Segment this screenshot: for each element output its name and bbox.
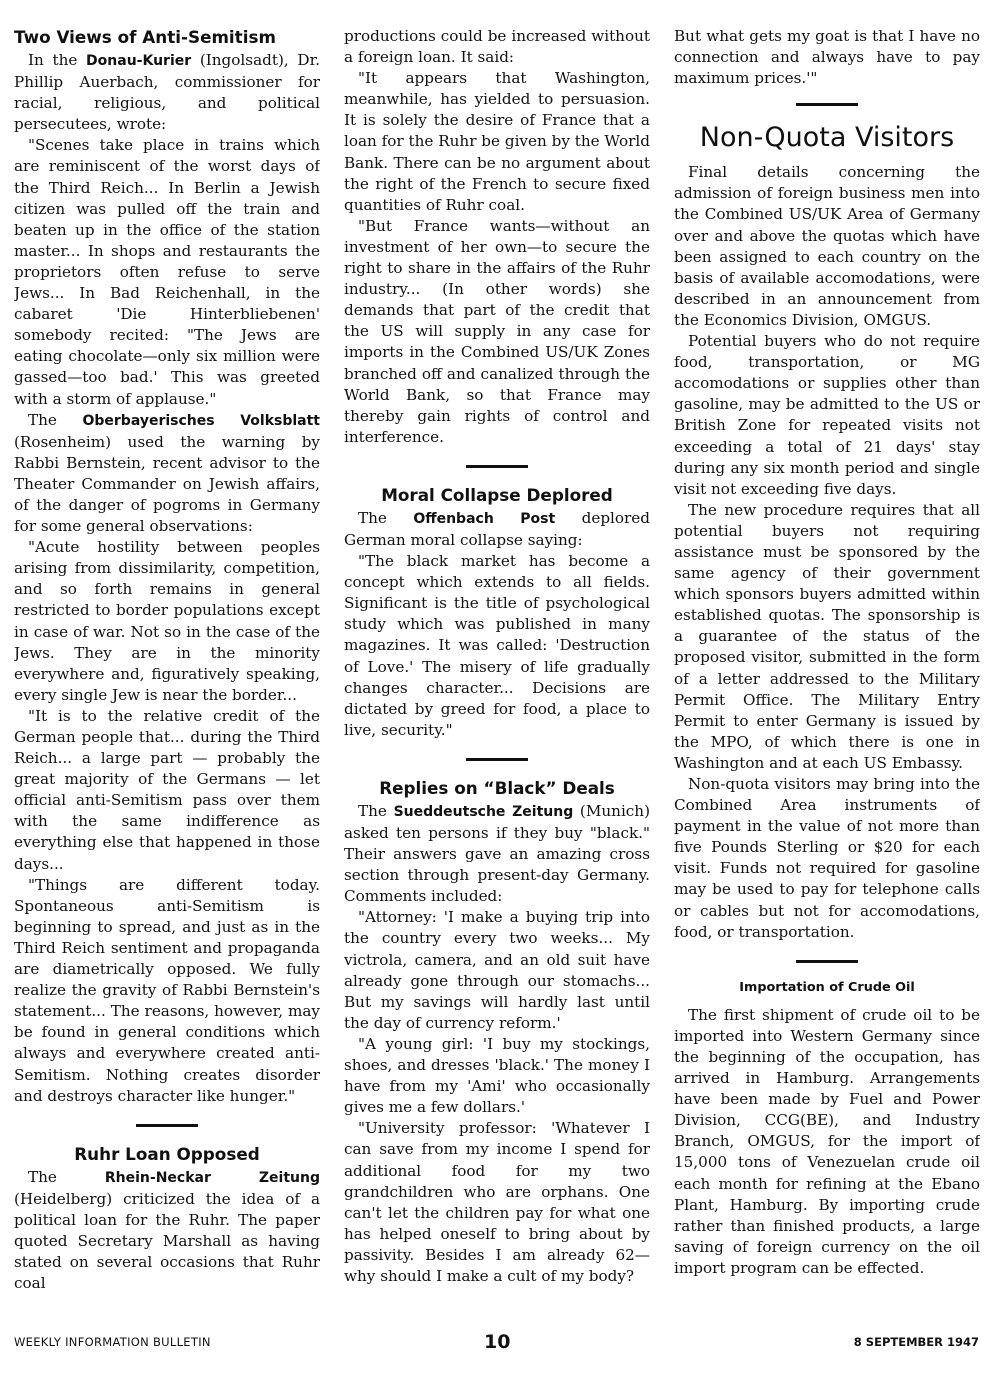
- text: (Heidelberg) criticized the idea of a political loan for the Ruhr. The paper quoted Secretary Marshall as having stated on several occasions that Ruhr coal: [14, 1189, 320, 1293]
- newspaper-name: Donau-Kurier: [86, 53, 192, 69]
- issue-date: 8 SEPTEMBER 1947: [853, 1335, 979, 1349]
- column-1: [14, 26, 320, 1316]
- text: In the: [28, 51, 87, 69]
- article-heading-ruhr-loan: Ruhr Loan Opposed: [74, 1143, 260, 1164]
- section-divider: [796, 103, 858, 106]
- publication-name: WEEKLY INFORMATION BULLETIN: [14, 1335, 211, 1349]
- newspaper-name: Rhein-Neckar Zeitung: [104, 1169, 320, 1186]
- paragraph: Non-quota visitors may bring into the Combined Area instruments of payment in the value of not more than five Pounds Sterling or $20 for each visit. Funds not required for gasoline may be used to pay for telephone calls or cables but not for accomodations, food, or transportation.: [674, 775, 980, 941]
- text: The: [358, 508, 414, 527]
- text: (Munich) asked ten persons if they buy "black." Their answers gave an amazing cross section through present-day Germany. Comments included:: [344, 801, 650, 906]
- quote-paragraph: "Acute hostility between peoples arising from dissimilarity, competition, and so forth remains in general restricted to border populations except in case of war. Not so in the case of the Jews. They are in the minority everywhere and, figuratively speaking, every single Jew is near the border...: [14, 538, 320, 704]
- paragraph: Final details concerning the admission of foreign business men into the Combined US/UK Area of Germany over and above the quotas which have been assigned to each country on the basis of available accomodations, were described in an announcement from the Economics Division, OMGUS.: [674, 163, 980, 329]
- article-heading-moral-collapse: Moral Collapse Deplored: [381, 484, 613, 505]
- page-number: 10: [484, 1331, 511, 1353]
- text: The: [28, 410, 83, 429]
- newspaper-name: Sueddeutsche Zeitung: [393, 803, 574, 820]
- newspaper-name: Oberbayerisches Volksblatt: [82, 412, 320, 429]
- text: deplored German moral collapse saying:: [344, 508, 650, 549]
- quote-paragraph: "Things are different today. Spontaneous anti-Semitism is beginning to spread, and just as in the Third Reich sentiment and propaganda are diametrically opposed. We fully realize the gravity of Rabbi Bernstein's statement... The reasons, however, may be found in general conditions which always and everywhere created anti-Semitism. Nothing creates disorder and destroys character like hunger.": [14, 875, 320, 1105]
- paragraph: [14, 1167, 320, 1295]
- article-subheading-crude-oil: Importation of Crude Oil: [739, 979, 915, 995]
- text: The: [358, 801, 394, 820]
- article-heading-non-quota-visitors: Non-Quota Visitors: [699, 122, 955, 154]
- text: (Ingolsadt), Dr. Phillip Auerbach, commissioner for racial, religious, and political persecutees, wrote:: [14, 51, 320, 134]
- quote-paragraph: "The black market has become a concept which extends to all fields. Significant is the title of psychological study which was published in many magazines. It was called: 'Destruction of Love.' The misery of life gradually changes character... Decisions are dictated by greed for food, a place to live, security.": [344, 552, 650, 739]
- text: The: [28, 1167, 105, 1186]
- section-divider: [466, 465, 528, 468]
- paragraph: Potential buyers who do not require food, transportation, or MG accomodations or supplies other than gasoline, may be admitted to the US or British Zone for repeated visits not exceeding a total of 21 days' stay during any six month period and single visit not exceeding five days.: [674, 332, 980, 498]
- column-3: [674, 26, 980, 1316]
- quote-paragraph: "Scenes take place in trains which are reminiscent of the worst days of the Third Reich... In Berlin a Jewish citizen was pulled off the train and beaten up in the office of the station master... In shops and restaurants the proprietors often refuse to serve Jews... In Bad Reichenhall, in the cabaret 'Die Hinterbliebenen' somebody recited: "The Jews are eating chocolate—only six million were gassed—too bad.' This was greeted with a storm of applause.": [14, 136, 320, 408]
- section-divider: [136, 1124, 198, 1127]
- paragraph: [14, 50, 320, 135]
- quote-paragraph: "A young girl: 'I buy my stockings, shoes, and dresses 'black.' The money I have from my 'Ami' who occasionally gives me a few dollars.': [344, 1034, 650, 1117]
- article-heading-black-deals: Replies on “Black” Deals: [379, 777, 615, 798]
- paragraph: The new procedure requires that all potential buyers not requiring assistance must be sponsored by the same agency of their government which sponsors buyers admitted within established quotas. The sponsorship is a guarantee of the status of the proposed visitor, submitted in the form of a letter addressed to the Military Permit Office. The Military Entry Permit to enter Germany is issued by the MPO, of which there is one in Washington and at each US Embassy.: [674, 500, 980, 772]
- paragraph: [344, 508, 650, 551]
- article-heading-anti-semitism: Two Views of Anti-Semitism: [14, 27, 276, 47]
- paragraph: The first shipment of crude oil to be imported into Western Germany since the beginning of the occupation, has arrived in Hamburg. Arrangements have been made by Fuel and Power Division, CCG(BE), and Industry Branch, OMGUS, for the import of 15,000 tons of Venezuelan crude oil each month for refining at the Ebano Plant, Hamburg. By importing crude rather than finished products, a large saving of foreign currency on the oil import program can be effected.: [674, 1005, 980, 1277]
- paragraph: But what gets my goat is that I have no connection and always have to pay maximum prices.'": [674, 27, 980, 88]
- paragraph: [14, 410, 320, 538]
- quote-paragraph: "It appears that Washington, meanwhile, has yielded to persuasion. It is solely the desire of France that a loan for the Ruhr be given by the World Bank. There can be no argument about the right of the French to secure fixed quantities of Ruhr coal.: [344, 69, 650, 214]
- quote-paragraph: "University professor: 'Whatever I can save from my income I spend for additional food for my two grandchildren who are orphans. One can't let the children pay for what one has helped oneself to bring about by passivity. Besides I am already 62—why should I make a cult of my body?: [344, 1119, 650, 1285]
- quote-paragraph: "But France wants—without an investment of her own—to secure the right to share in the affairs of the Ruhr industry... (In other words) she demands that part of the credit that the US will supply in any case for imports in the Combined US/UK Zones branched off and canalized through the World Bank, so that France may thereby gain rights of control and interference.: [344, 216, 650, 446]
- quote-paragraph: "Attorney: 'I make a buying trip into the country every two weeks... My victrola, camera, and an old suit have already gone through our stomachs... But my savings will hardly last until the day of currency reform.': [344, 908, 650, 1032]
- column-2: [344, 26, 650, 1316]
- paragraph: [344, 801, 650, 907]
- text: (Rosenheim) used the warning by Rabbi Bernstein, recent advisor to the Theater Commander on Jewish affairs, of the danger of pogroms in Germany for some general observations:: [14, 432, 320, 536]
- newspaper-name: Offenbach Post: [413, 510, 556, 527]
- section-divider: [796, 960, 858, 963]
- paragraph: productions could be increased without a foreign loan. It said:: [344, 27, 650, 67]
- page-footer: [0, 1331, 999, 1361]
- section-divider: [466, 758, 528, 761]
- quote-paragraph: "It is to the relative credit of the German people that... during the Third Reich... a large part — probably the great majority of the Germans — let official anti-Semitism pass over them with the same indifference as everything else that happened in those days...: [14, 706, 320, 873]
